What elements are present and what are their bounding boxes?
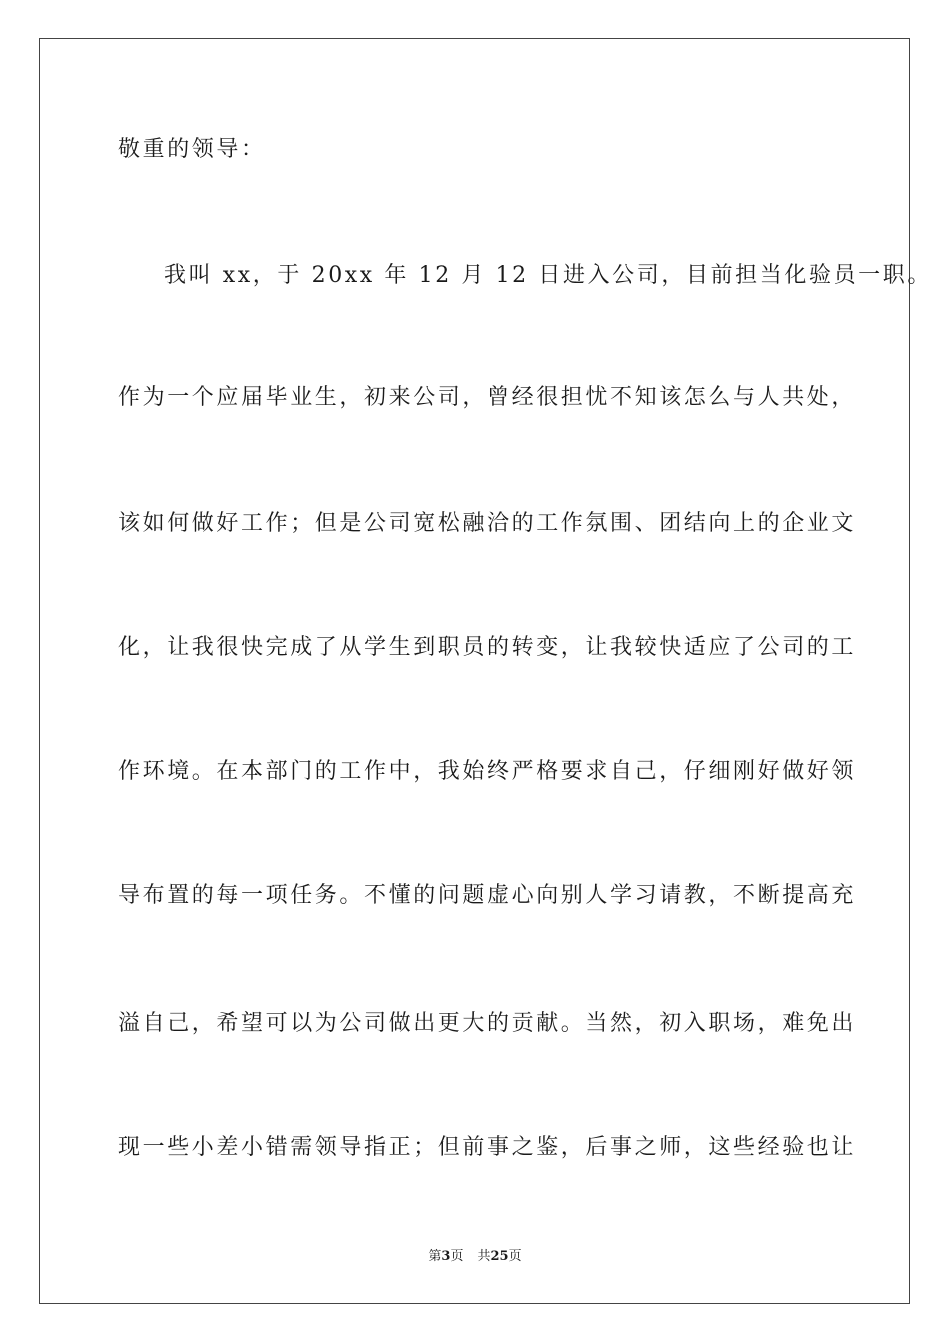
body-line-3: 该如何做好工作；但是公司宽松融洽的工作氛围、团结向上的企业文: [118, 511, 857, 536]
total-suffix: 页: [508, 1249, 522, 1264]
body-line-2: 作为一个应届毕业生，初来公司，曾经很担忧不知该怎么与人共处，: [118, 385, 857, 410]
total-pages: 25: [490, 1249, 509, 1264]
total-prefix: 共: [477, 1249, 491, 1264]
body-line-1: 我叫 xx，于 20xx 年 12 月 12 日进入公司，目前担当化验员一职。: [164, 263, 932, 288]
page-footer: [0, 1248, 950, 1266]
body-line-5: 作环境。在本部门的工作中，我始终严格要求自己，仔细刚好做好领: [118, 759, 857, 784]
salutation: 敬重的领导：: [118, 137, 266, 162]
page-number: 3: [441, 1249, 451, 1264]
page-suffix: 页: [450, 1249, 464, 1264]
body-line-6: 导布置的每一项任务。不懂的问题虚心向别人学习请教，不断提高充: [118, 883, 857, 908]
body-line-8: 现一些小差小错需领导指正；但前事之鉴，后事之师，这些经验也让: [118, 1135, 857, 1160]
body-line-4: 化，让我很快完成了从学生到职员的转变，让我较快适应了公司的工: [118, 635, 857, 660]
page-border: [39, 38, 910, 1304]
body-line-7: 溢自己，希望可以为公司做出更大的贡献。当然，初入职场，难免出: [118, 1011, 857, 1036]
page-prefix: 第: [428, 1249, 442, 1264]
